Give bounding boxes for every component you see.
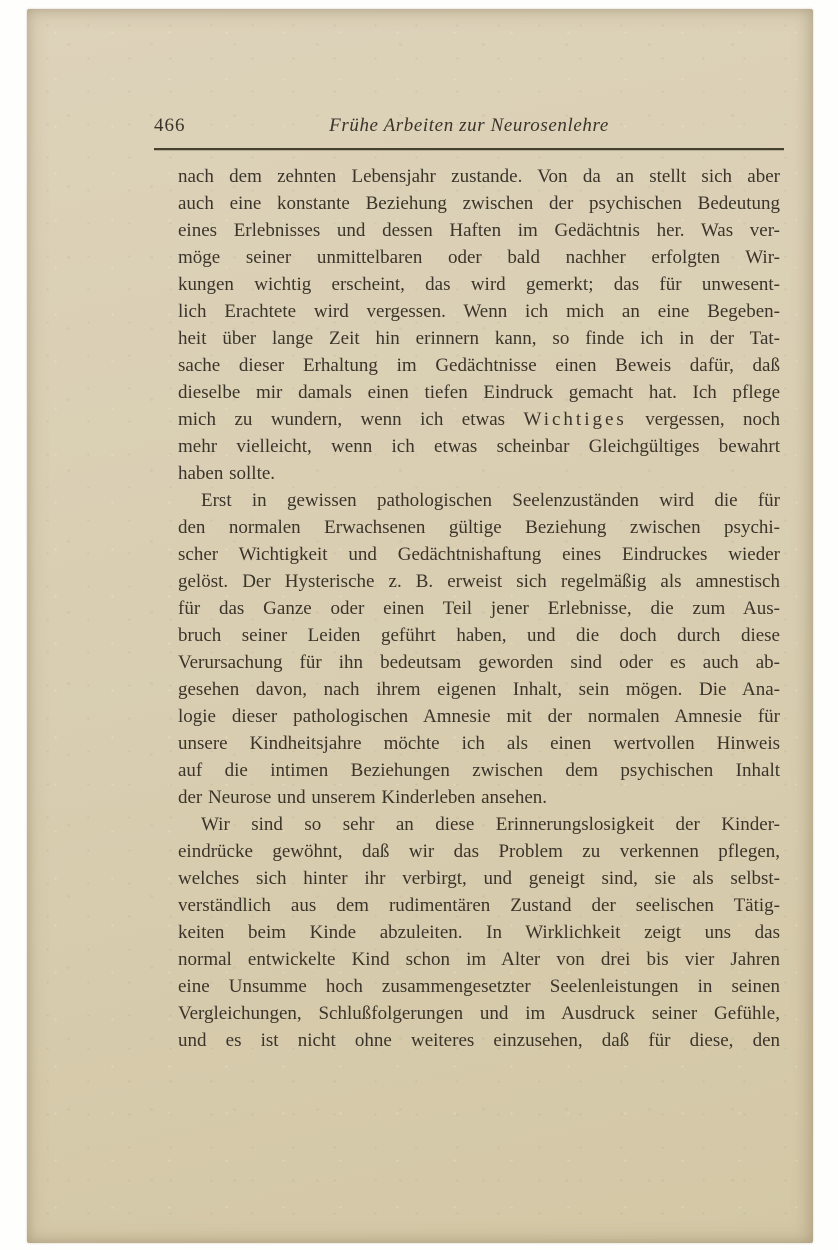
text-line: kungen wichtig erscheint, das wird gemerkt; das für unwesent- <box>178 274 780 295</box>
text-line: heit über lange Zeit hin erinnern kann, so finde ich in der Tat- <box>178 328 780 349</box>
text-line: normal entwickelte Kind schon im Alter von drei bis vier Jahren <box>178 949 780 970</box>
text-line: für das Ganze oder einen Teil jener Erlebnisse, die zum Aus- <box>178 598 780 619</box>
text-line: Erst in gewissen pathologischen Seelenzuständen wird die für <box>201 490 780 511</box>
paragraph <box>178 163 780 487</box>
text-line: welches sich hinter ihr verbirgt, und geneigt sind, sie als selbst- <box>178 868 780 889</box>
text-line: scher Wichtigkeit und Gedächtnishaftung eines Eindruckes wieder <box>178 544 780 565</box>
text-line: der Neurose und unserem Kinderleben ansehen. <box>178 787 548 808</box>
emphasized-word: Wichtiges <box>523 409 627 430</box>
paragraph <box>178 811 780 1054</box>
text-line: eindrücke gewöhnt, daß wir das Problem zu verkennen pflegen, <box>178 841 780 862</box>
text-line: eines Erlebnisses und dessen Haften im Gedächtnis her. Was ver- <box>178 220 780 241</box>
text-line: auf die intimen Beziehungen zwischen dem psychischen Inhalt <box>178 760 780 781</box>
text-line: gesehen davon, nach ihrem eigenen Inhalt, sein mögen. Die Ana- <box>178 679 780 700</box>
text-line: keiten beim Kinde abzuleiten. In Wirklichkeit zeigt uns das <box>178 922 780 943</box>
text-line: und es ist nicht ohne weiteres einzusehen, daß für diese, den <box>178 1030 780 1051</box>
page-number: 466 <box>154 115 186 136</box>
text-line: sache dieser Erhaltung im Gedächtnisse einen Beweis dafür, daß <box>178 355 780 376</box>
text-line: Verursachung für ihn bedeutsam geworden sind oder es auch ab- <box>178 652 780 673</box>
text-line: Vergleichungen, Schlußfolgerungen und im Ausdruck seiner Gefühle, <box>178 1003 780 1024</box>
text-block <box>178 163 780 1054</box>
text-line: unsere Kindheitsjahre möchte ich als einen wertvollen Hinweis <box>178 733 780 754</box>
text-line: mehr vielleicht, wenn ich etwas scheinbar Gleichgültiges bewahrt <box>178 436 780 457</box>
text-line: eine Unsumme hoch zusammengesetzter Seelenleistungen in seinen <box>178 976 780 997</box>
text-line: nach dem zehnten Lebensjahr zustande. Von da an stellt sich aber <box>178 166 780 187</box>
text-segment: vergessen, noch <box>626 409 780 430</box>
text-line: auch eine konstante Beziehung zwischen der psychischen Bedeutung <box>178 193 780 214</box>
text-line: bruch seiner Leiden geführt haben, und die doch durch diese <box>178 625 780 646</box>
text-line: möge seiner unmittelbaren oder bald nachher erfolgten Wir- <box>178 247 780 268</box>
text-line: dieselbe mir damals einen tiefen Eindruck gemacht hat. Ich pflege <box>178 382 780 403</box>
header-rule <box>154 148 784 150</box>
page-header <box>154 113 784 139</box>
text-line: Wir sind so sehr an diese Erinnerungslosigkeit der Kinder- <box>201 814 780 835</box>
text-line <box>178 406 780 433</box>
text-line: den normalen Erwachsenen gültige Beziehung zwischen psychi- <box>178 517 780 538</box>
text-line: verständlich aus dem rudimentären Zustand der seelischen Tätig- <box>178 895 780 916</box>
book-page <box>27 9 813 1243</box>
text-segment: mich zu wundern, wenn ich etwas <box>178 409 524 430</box>
text-line: logie dieser pathologischen Amnesie mit der normalen Amnesie für <box>178 706 780 727</box>
text-line: haben sollte. <box>178 463 276 484</box>
text-line: gelöst. Der Hysterische z. B. erweist sich regelmäßig als amnestisch <box>178 571 780 592</box>
paragraph <box>178 487 780 811</box>
running-title: Frühe Arbeiten zur Neurosenlehre <box>329 115 609 136</box>
text-line: lich Erachtete wird vergessen. Wenn ich mich an eine Begeben- <box>178 301 780 322</box>
